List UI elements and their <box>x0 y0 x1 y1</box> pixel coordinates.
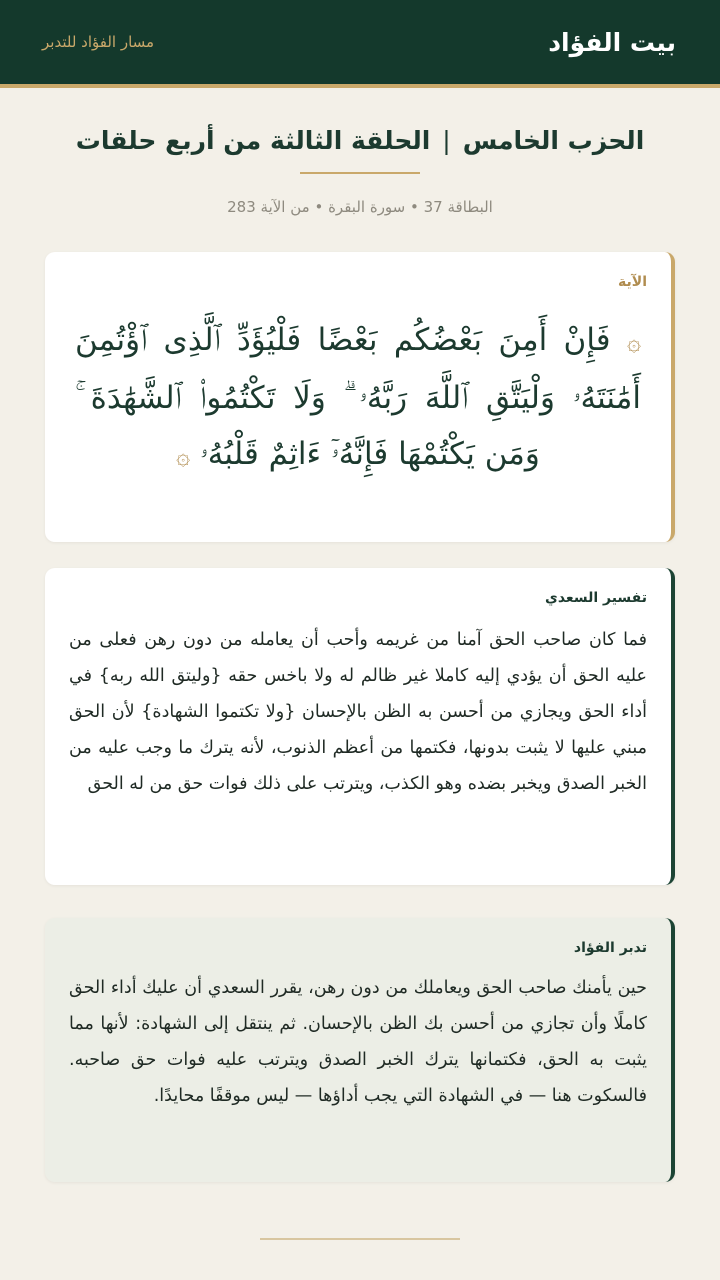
track-name[interactable]: مسار الفؤاد للتدبر <box>42 33 155 51</box>
title-divider <box>300 172 420 174</box>
app-header <box>0 0 720 88</box>
title-session: الحلقة الثالثة من أربع حلقات <box>75 126 431 155</box>
verse-open-ornament-icon: ۞ <box>626 328 641 356</box>
tadabbur-text: حين يأمنك صاحب الحق ويعاملك من دون رهن، يقرر السعدي أن عليك أداء الحق كاملًا وأن تجازي من أحسن بك الظن بالإحسان. ثم ينتقل إلى الشهادة: لأنها مما يثبت به الحق، فكتمانها يترك الخبر الصدق ويترتب عليه فوات حق صاحبه. فالسكوت هنا — في الشهادة التي يجب أداؤها — ليس موقفًا محايدًا. <box>69 978 647 1106</box>
tadabbur-card <box>45 918 675 1182</box>
verse-end-ornament-icon: ۞ <box>176 442 191 470</box>
tadabbur-label: تدبر الفؤاد <box>573 940 647 956</box>
tafsir-label: تفسير السعدي <box>545 590 647 606</box>
card-meta: البطاقة 37 • سورة البقرة • من الآية 283 <box>227 198 493 216</box>
verse-label: الآية <box>618 274 647 290</box>
verse-text-block <box>69 312 647 484</box>
title-separator: | <box>442 126 451 155</box>
bottom-divider <box>260 1238 460 1240</box>
verse-text: فَإِنْ أَمِنَ بَعْضُكُم بَعْضًا فَلْيُؤَدِّ ٱلَّذِى ٱؤْتُمِنَ أَمَٰنَتَهُۥ وَلْيَتَّقِ ٱللَّهَ رَبَّهُۥ ۗ وَلَا تَكْتُمُوا۟ ٱلشَّهَٰدَةَ ۚ وَمَن يَكْتُمْهَا فَإِنَّهُۥٓ ءَاثِمٌ قَلْبُهُۥ <box>75 322 641 472</box>
title-part: الحزب الخامس <box>462 126 645 155</box>
page-title <box>0 126 720 155</box>
app-brand-title[interactable]: بيت الفؤاد <box>548 27 676 57</box>
tafsir-text: فما كان صاحب الحق آمنا من غريمه وأحب أن يعامله من دون رهن فعلى من عليه الحق أن يؤدي إليه كاملا غير ظالم له ولا باخس حقه {وليتق الله ربه} في أداء الحق ويجازي من أحسن به الظن بالإحسان {ولا تكتموا الشهادة} لأن الحق مبني عليها لا يثبت بدونها، فكتمها من أعظم الذنوب، لأنه يترك ما وجب عليه من الخبر الصدق ويخبر بضده وهو الكذب، ويترتب على ذلك فوات حق من له الحق <box>69 630 647 794</box>
tafsir-card <box>45 568 675 885</box>
verse-card <box>45 252 675 542</box>
